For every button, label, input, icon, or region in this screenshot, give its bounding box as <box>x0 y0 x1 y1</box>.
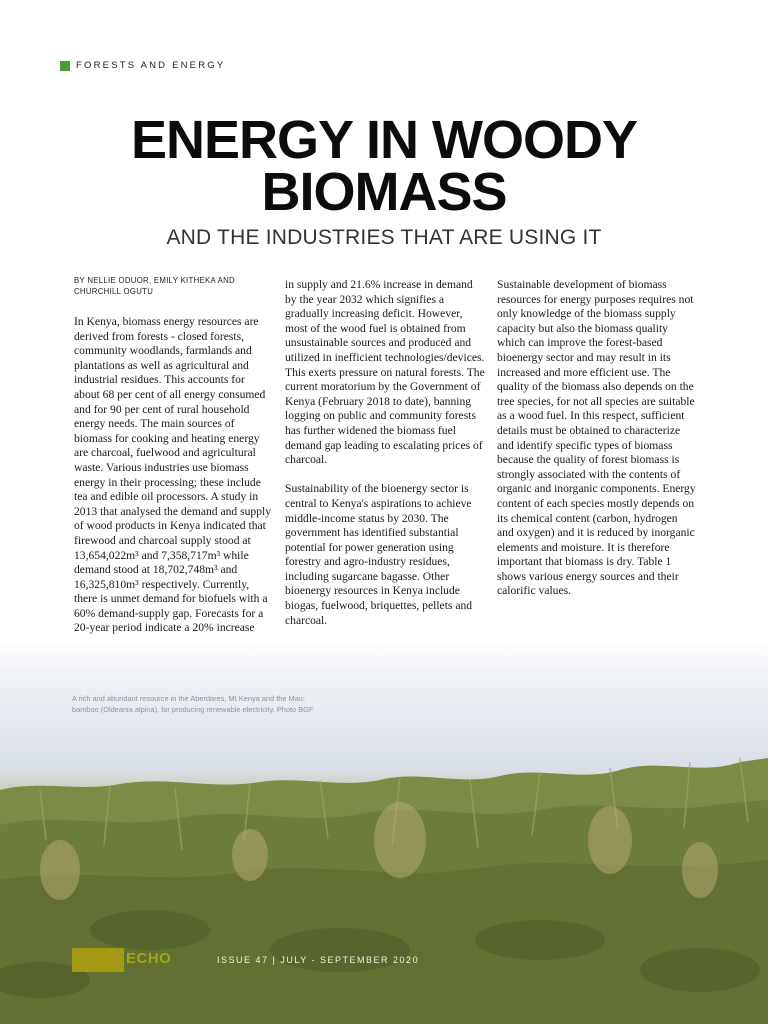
title-line-2: BIOMASS <box>261 162 507 222</box>
column-1 <box>74 276 272 651</box>
photo-caption <box>72 693 412 715</box>
issue-label: ISSUE 47 | JULY - SEPTEMBER 2020 <box>217 955 420 965</box>
section-tag <box>60 60 225 71</box>
title-line-1: ENERGY IN WOODY <box>130 110 638 170</box>
byline <box>74 276 272 297</box>
body-paragraph: in supply and 21.6% increase in demand by the year 2032 which signifies a gradually increasing deficit. However, most of the wood fuel is obtained from unsustainable sources and produced and utilized in inefficient technologies/devices. This exerts pressure on natural forests. The current moratorium by the Government of Kenya (February 2018 to date), banning logging on public and community forests has further widened the biomass fuel demand gap leading to escalating prices of charcoal. <box>285 278 485 467</box>
byline-line-2: CHURCHILL OGUTU <box>74 286 154 296</box>
column-3 <box>497 278 697 614</box>
caption-line-2: bamboo (Oldeania alpina), for producing renewable electricity. Photo BGF <box>72 705 314 714</box>
column-2 <box>285 278 487 643</box>
caption-line-1: A rich and abundant resource in the Aberdares, Mt Kenya and the Mau: <box>72 694 305 703</box>
section-label: FORESTS AND ENERGY <box>76 60 226 71</box>
body-paragraph: Sustainability of the bioenergy sector is central to Kenya's aspirations to achieve middle-income status by 2030. The government has identified substantial potential for power generation using forestry and agro-industry residues, including sugarcane bagasse. Other bioenergy resources in Kenya include biogas, fuelwood, briquettes, pellets and charcoal. <box>285 482 473 627</box>
article-subtitle: AND THE INDUSTRIES THAT ARE USING IT <box>166 226 602 249</box>
section-marker-icon <box>60 61 70 71</box>
article-title <box>0 110 768 222</box>
footer-color-block <box>72 948 124 972</box>
magazine-logo: ECHO <box>126 950 172 967</box>
body-paragraph: Sustainable development of biomass resources for energy purposes requires not only knowledge of the biomass supply capacity but also the biomass quality which can improve the forest-based bioenergy sector and may result in its increased and more efficient use. The quality of the biomass also depends on the tree species, for not all species are suitable as a wood fuel. In this respect, sufficient details must be obtained to characterize and identify specific types of biomass because the quality of forest biomass is strongly associated with the contents of organic and inorganic components. Energy content of each species mostly depends on its chemical content (carbon, hydrogen and oxygen) and it is reduced by inorganic elements and moisture. It is therefore important that biomass is dry. Table 1 shows various energy sources and their calorific values. <box>497 278 696 598</box>
body-paragraph: In Kenya, biomass energy resources are derived from forests - closed forests, community woodlands, farmlands and plantations as well as agricultural and industrial residues. This accounts for about 68 per cent of all energy consumed and for 90 per cent of rural household energy needs. The main sources of biomass for cooking and heating energy are charcoal, fuelwood and agricultural waste. Various industries use biomass energy in their processing; these include tea and edible oil processors. A study in 2013 that analysed the demand and supply of wood products in Kenya indicated that firewood and charcoal supply stood at 13,654,022m³ and 7,358,717m³ while demand stood at 18,702,748m³ and 16,325,810m³ respectively. Currently, there is unmet demand for biofuels with a 60% demand-supply gap. Forecasts for a 20-year period indicate a 20% increase <box>74 315 272 635</box>
byline-line-1: BY NELLIE ODUOR, EMILY KITHEKA AND <box>74 276 235 285</box>
